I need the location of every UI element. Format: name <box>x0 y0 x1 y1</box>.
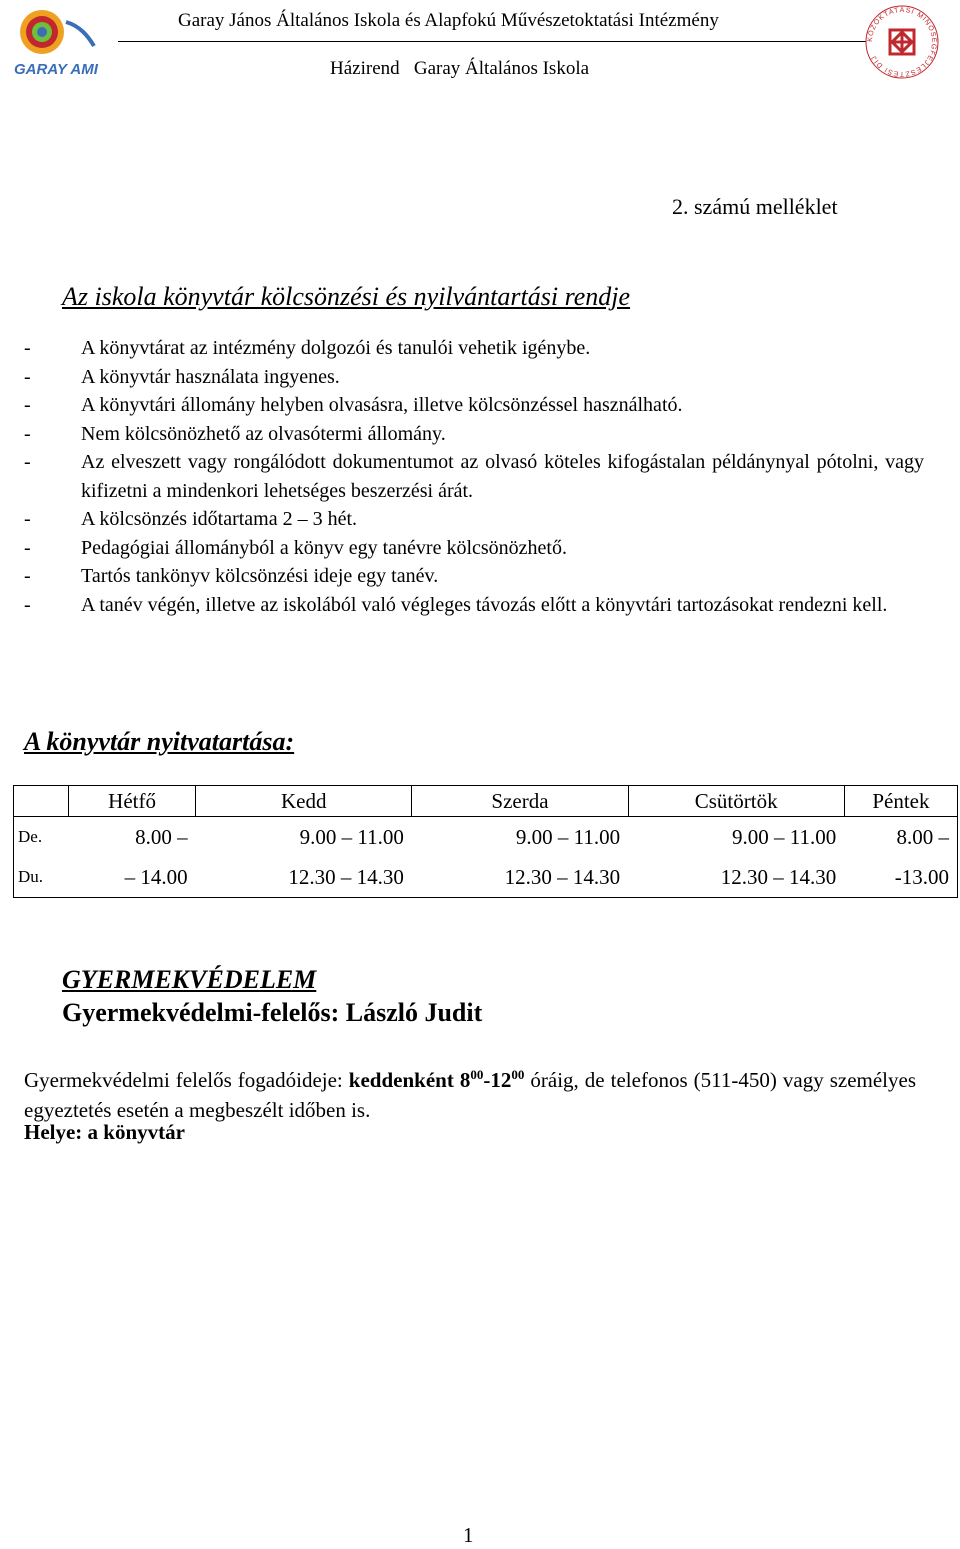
list-item <box>24 448 924 505</box>
list-item <box>24 591 924 620</box>
list-item-text: Az elveszett vagy rongálódott dokumentumot az olvasó köteles kifogástalan példánynyal pótolni, vagy kifizetni a mindenkori lehetséges beszerzési árát. <box>81 451 924 502</box>
list-item-text: Pedagógiai állományból a könyv egy tanévre kölcsönözhető. <box>81 536 567 559</box>
hours-cell: 9.00 – 11.00 <box>299 824 404 849</box>
list-item-text: A könyvtári állomány helyben olvasásra, illetve kölcsönzéssel használható. <box>81 394 683 416</box>
bullet-dash: - <box>24 394 31 416</box>
school-logo-icon <box>4 2 100 82</box>
svg-text:GARAY AMI: GARAY AMI <box>14 61 98 78</box>
list-item-text: Tartós tankönyv kölcsönzési ideje egy tanév. <box>81 565 439 587</box>
hours-cell: 8.00 – <box>844 817 957 858</box>
list-item <box>24 534 924 563</box>
bullet-dash: - <box>24 508 31 530</box>
bullet-dash: - <box>24 451 31 473</box>
hours-cell: 12.30 – 14.30 <box>628 857 844 898</box>
hours-cell: 9.00 – 11.00 <box>732 824 837 849</box>
child-protection-title: GYERMEKVÉDELEM <box>62 965 317 994</box>
list-item <box>24 562 924 591</box>
svg-text:KÖZOKTATÁSI MINŐSÉGFEJLESZTÉSI: KÖZOKTATÁSI MINŐSÉGFEJLESZTÉSI DÍJ <box>866 6 938 78</box>
table-header-row <box>14 786 958 817</box>
child-protection-officer: Gyermekvédelmi-felelős: László Judit <box>62 998 483 1027</box>
hours-from-minutes: 00 <box>470 1067 484 1082</box>
row-label: De. <box>14 817 69 858</box>
list-item <box>24 391 924 420</box>
bullet-dash: - <box>24 337 31 359</box>
hours-to-minutes: 00 <box>511 1067 525 1082</box>
hours-cell: 12.30 – 14.30 <box>196 857 412 898</box>
bullet-dash: - <box>24 422 31 445</box>
day-header: Hétfő <box>69 786 196 817</box>
list-item <box>24 505 924 534</box>
child-protection-hours-text <box>24 1060 922 1125</box>
list-item-text: A könyvtár használata ingyenes. <box>81 365 340 388</box>
school-name: Garay János Általános Iskola és Alapfokú Művészetoktatási Intézmény <box>178 10 719 31</box>
list-item-text: A könyvtárat az intézmény dolgozói és tanulói vehetik igénybe. <box>81 337 591 359</box>
lending-rules-title: Az iskola könyvtár kölcsönzési és nyilvántartási rendje <box>62 282 631 311</box>
document-subtitle: Házirend Garay Általános Iskola <box>330 58 590 79</box>
bullet-dash: - <box>24 565 31 587</box>
list-item-text: A tanév végén, illetve az iskolából való végleges távozás előtt a könyvtári tartozásokat rendezni kell. <box>81 593 888 616</box>
page-number: 1 <box>463 1523 474 1547</box>
row-label: Du. <box>14 857 69 898</box>
day-header: Csütörtök <box>628 786 844 817</box>
bullet-dash: - <box>24 536 31 559</box>
list-item <box>24 420 924 449</box>
hours-suffix: óráig, de telefonos (511-450) vagy személyes egyeztetés esetén a megbeszélt időben is. <box>24 1068 922 1122</box>
bullet-dash: - <box>24 365 31 388</box>
hours-day: keddenként 8 <box>348 1068 471 1092</box>
hours-cell: -13.00 <box>844 857 957 898</box>
hours-prefix: Gyermekvédelmi felelős fogadóideje: <box>24 1068 349 1092</box>
bullet-dash: - <box>24 593 31 616</box>
opening-hours-table <box>13 785 958 898</box>
list-item-text: Nem kölcsönözhető az olvasótermi állomány. <box>81 422 446 445</box>
hours-separator: -12 <box>483 1068 512 1092</box>
opening-hours-title: A könyvtár nyitvatartása: <box>24 727 295 756</box>
table-row <box>14 817 958 858</box>
header-divider <box>118 41 866 42</box>
quality-award-logo <box>864 4 940 80</box>
hours-cell: 12.30 – 14.30 <box>412 857 628 898</box>
lending-rules-list <box>24 334 924 619</box>
list-item <box>24 363 924 392</box>
day-header: Kedd <box>196 786 412 817</box>
child-protection-place: Helye: a könyvtár <box>24 1120 185 1144</box>
day-header: Szerda <box>412 786 628 817</box>
hours-cell: 9.00 – 11.00 <box>515 824 621 849</box>
school-logo <box>4 2 100 82</box>
hours-cell: 8.00 – <box>135 824 188 849</box>
hours-cell: – 14.00 <box>69 857 196 898</box>
list-item <box>24 334 924 363</box>
award-seal-icon <box>864 4 940 80</box>
annex-label: 2. számú melléklet <box>672 194 838 219</box>
hours-time <box>349 1068 525 1092</box>
table-corner-cell <box>14 786 69 817</box>
table-row <box>14 857 958 898</box>
day-header: Péntek <box>844 786 957 817</box>
list-item-text: A kölcsönzés időtartama 2 – 3 hét. <box>81 508 358 530</box>
